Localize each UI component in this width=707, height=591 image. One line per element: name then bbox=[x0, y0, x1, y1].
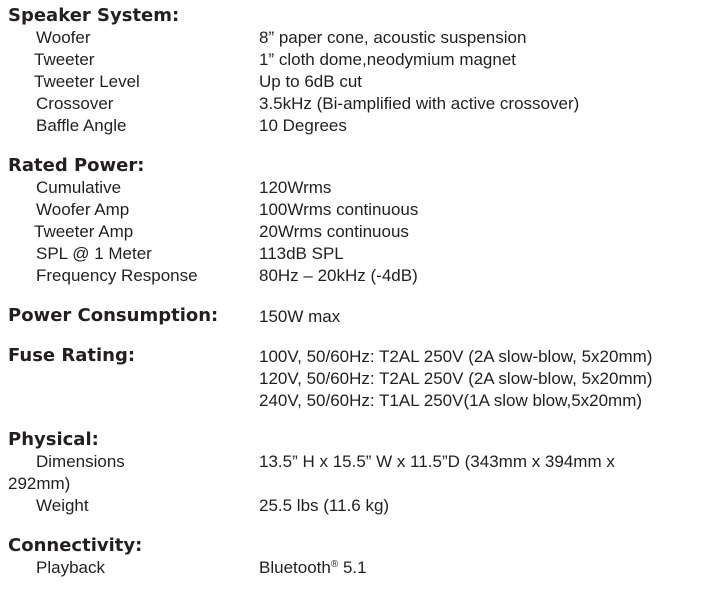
cumulative-label: Cumulative bbox=[36, 178, 122, 197]
rated-power-heading: Rated Power: bbox=[8, 155, 145, 176]
woofer-amp-value: 100Wrms continuous bbox=[259, 200, 419, 219]
weight-label: Weight bbox=[36, 496, 89, 515]
playback-value bbox=[259, 557, 367, 579]
playback-label: Playback bbox=[36, 558, 105, 577]
fuse-line-120v: 120V, 50/60Hz: T2AL 250V (2A slow-blow, 5x20mm) bbox=[259, 369, 653, 388]
dimensions-value: 13.5” H x 15.5” W x 11.5”D (343mm x 394mm x bbox=[259, 452, 615, 471]
dimensions-label: Dimensions bbox=[36, 452, 125, 471]
fuse-rating-heading: Fuse Rating: bbox=[8, 345, 136, 366]
woofer-label: Woofer bbox=[36, 28, 91, 47]
woofer-amp-label: Woofer Amp bbox=[36, 200, 130, 219]
fuse-line-240v: 240V, 50/60Hz: T1AL 250V(1A slow blow,5x20mm) bbox=[259, 391, 643, 410]
spl-label: SPL @ 1 Meter bbox=[36, 244, 152, 263]
power-consumption-value: 150W max bbox=[259, 307, 341, 326]
frequency-response-label: Frequency Response bbox=[36, 266, 198, 285]
tweeter-level-label: Tweeter Level bbox=[34, 72, 140, 91]
spl-value: 113dB SPL bbox=[259, 244, 344, 263]
tweeter-value: 1” cloth dome,neodymium magnet bbox=[259, 50, 517, 69]
baffle-angle-label: Baffle Angle bbox=[36, 116, 127, 135]
playback-bluetooth-text: Bluetooth bbox=[259, 558, 331, 577]
weight-value: 25.5 lbs (11.6 kg) bbox=[259, 496, 390, 515]
tweeter-level-value: Up to 6dB cut bbox=[259, 72, 363, 91]
physical-heading: Physical: bbox=[8, 429, 99, 450]
playback-version-text: 5.1 bbox=[338, 558, 367, 577]
crossover-value: 3.5kHz (Bi-amplified with active crossover) bbox=[259, 94, 580, 113]
connectivity-heading: Connectivity: bbox=[8, 535, 143, 556]
tweeter-label: Tweeter bbox=[34, 50, 95, 69]
cumulative-value: 120Wrms bbox=[259, 178, 332, 197]
woofer-value: 8” paper cone, acoustic suspension bbox=[259, 28, 527, 47]
frequency-response-value: 80Hz – 20kHz (-4dB) bbox=[259, 266, 418, 285]
fuse-line-100v: 100V, 50/60Hz: T2AL 250V (2A slow-blow, 5x20mm) bbox=[259, 347, 653, 366]
baffle-angle-value: 10 Degrees bbox=[259, 116, 347, 135]
registered-mark: ® bbox=[330, 559, 339, 570]
power-consumption-heading: Power Consumption: bbox=[8, 305, 219, 326]
speaker-system-heading: Speaker System: bbox=[8, 5, 180, 26]
crossover-label: Crossover bbox=[36, 94, 114, 113]
tweeter-amp-label: Tweeter Amp bbox=[34, 222, 134, 241]
dimensions-value-wrap: 292mm) bbox=[8, 474, 71, 493]
tweeter-amp-value: 20Wrms continuous bbox=[259, 222, 409, 241]
